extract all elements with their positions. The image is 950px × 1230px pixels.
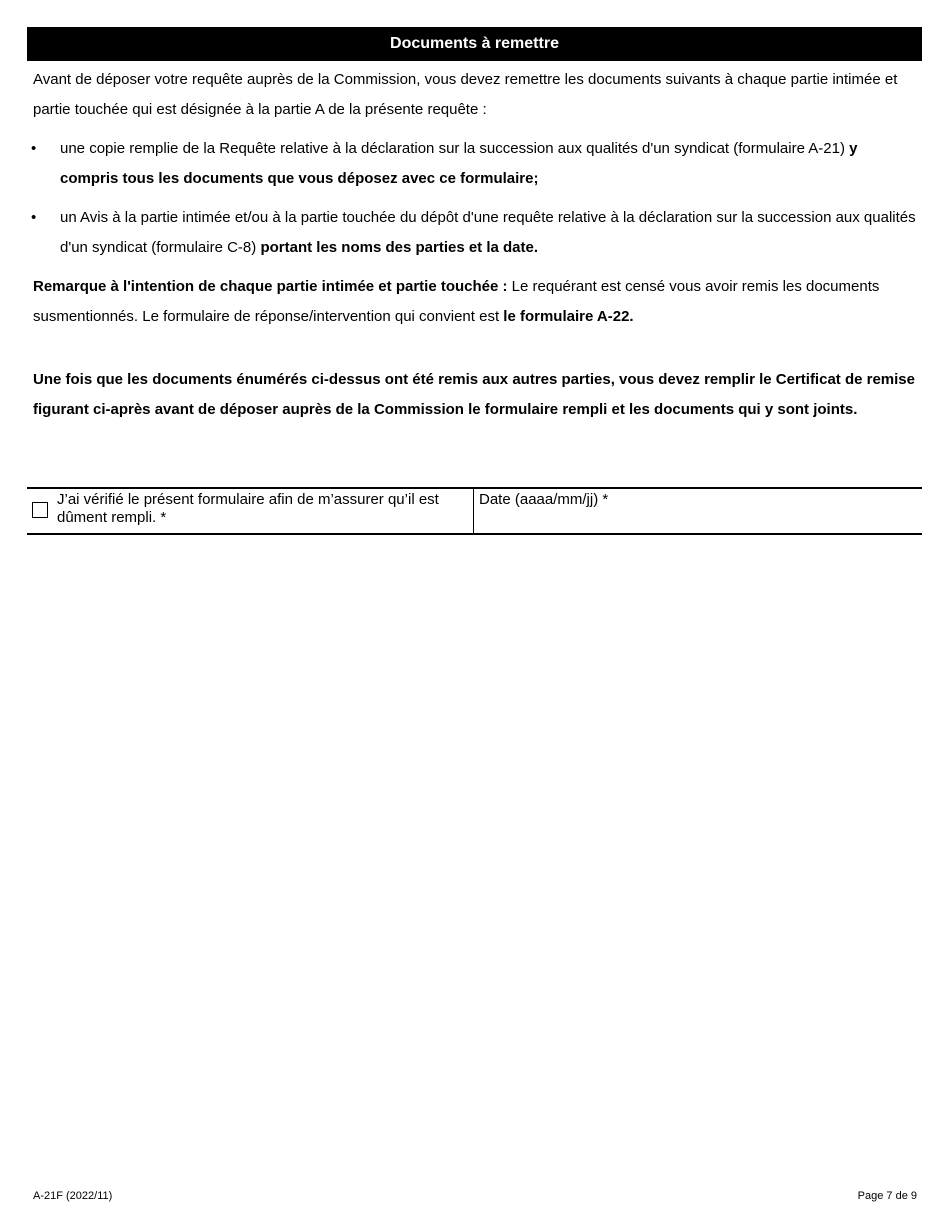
verification-checkbox[interactable] bbox=[32, 502, 48, 518]
instructions-body bbox=[33, 65, 918, 424]
bullet-text: une copie remplie de la Requête relative à la déclaration sur la succession aux qualités d'un syndicat (formulaire A-21) bbox=[60, 140, 845, 157]
date-field[interactable] bbox=[474, 489, 922, 533]
verification-cell bbox=[27, 489, 474, 533]
bullet-text: un Avis à la partie intimée et/ou à la partie touchée du dépôt d'une requête relative à la déclaration sur la succession aux qualités d'un syndicat (formulaire C-8) bbox=[60, 209, 916, 256]
note-text: Le requérant est censé vous avoir remis les documents susmentionnés. Le formulaire de réponse/intervention qui convient est bbox=[33, 278, 880, 325]
bullet-marker: • bbox=[31, 140, 37, 157]
note-lead: Remarque à l'intention de chaque partie intimée et partie touchée : bbox=[33, 278, 508, 295]
note-form-ref: le formulaire A-22. bbox=[503, 307, 634, 325]
bullet-bold-text: y compris tous les documents que vous déposez avec ce formulaire; bbox=[60, 140, 858, 187]
verification-checkbox-label: J’ai vérifié le présent formulaire afin de m’assurer qu’il est dûment rempli. * bbox=[57, 491, 439, 526]
section-header bbox=[27, 27, 922, 61]
page-number: Page 7 de 9 bbox=[857, 1190, 917, 1202]
date-field-label: Date (aaaa/mm/jj) * bbox=[479, 491, 609, 508]
note-paragraph bbox=[33, 272, 918, 331]
verification-row bbox=[27, 487, 922, 535]
bullet-marker: • bbox=[31, 209, 37, 226]
bullet-item bbox=[33, 134, 918, 193]
bullet-bold-text: portant les noms des parties et la date. bbox=[260, 238, 539, 256]
bullet-item bbox=[33, 203, 918, 262]
section-title: Documents à remettre bbox=[390, 35, 559, 52]
final-instruction: Une fois que les documents énumérés ci-dessus ont été remis aux autres parties, vous devez remplir le Certificat de remise figurant ci-après avant de déposer auprès de la Commission le formulaire rempli et les documents qui y sont joints. bbox=[33, 371, 915, 418]
form-code: A-21F (2022/11) bbox=[33, 1190, 113, 1202]
intro-paragraph: Avant de déposer votre requête auprès de la Commission, vous devez remettre les documents suivants à chaque partie intimée et partie touchée qui est désignée à la partie A de la présente requête : bbox=[33, 71, 898, 118]
